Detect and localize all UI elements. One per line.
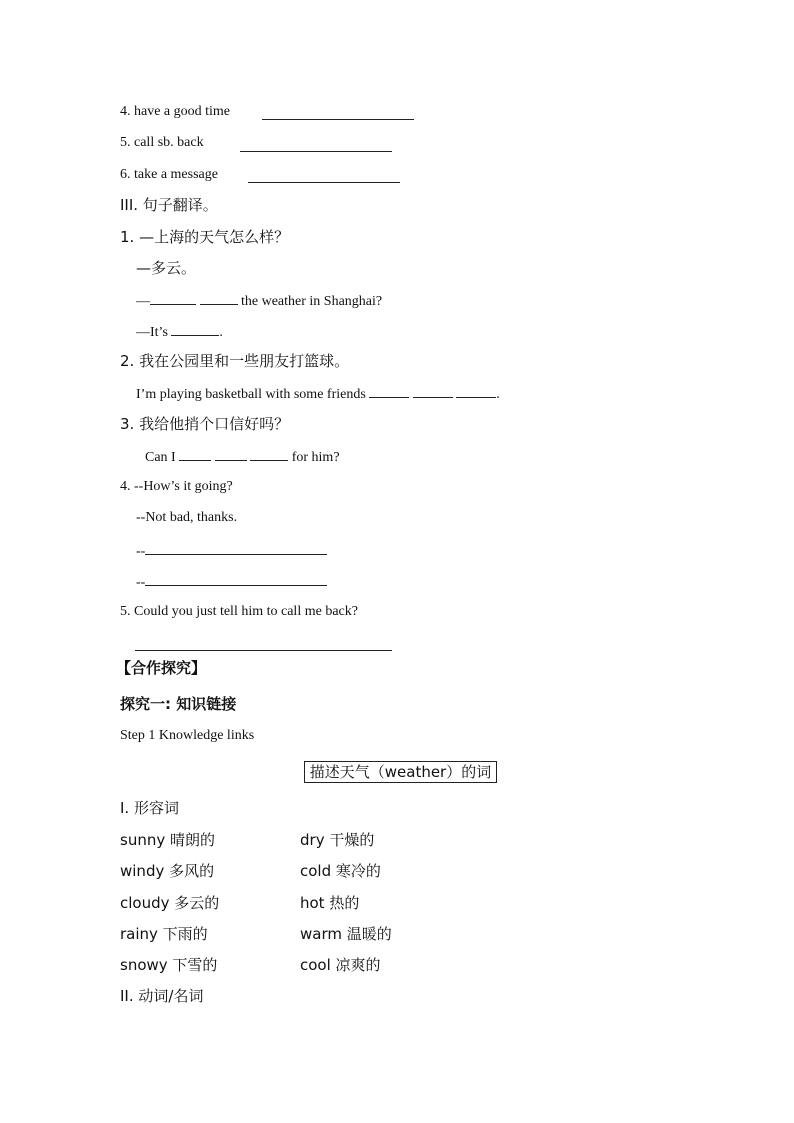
question-3-chinese: 3. 我给他捎个口信好吗？ xyxy=(120,415,290,433)
dash: — xyxy=(136,294,150,309)
question-2-english xyxy=(136,383,500,405)
blank-field[interactable] xyxy=(215,446,247,461)
question-4-line-3 xyxy=(136,540,327,562)
question-5-line-1: 5. Could you just tell him to call me back? xyxy=(120,604,358,619)
answer-line[interactable] xyxy=(262,119,414,120)
dash-prefix: -- xyxy=(136,544,146,559)
word-pair-right: cold 寒冷的 xyxy=(300,862,381,880)
question-1-chinese: 1. —上海的天气怎么样？ xyxy=(120,228,290,246)
word-pair-right: cool 凉爽的 xyxy=(300,956,381,974)
phrase-text: 5. call sb. back xyxy=(120,135,204,150)
question-4-line-2: --Not bad, thanks. xyxy=(136,510,238,525)
blank-field[interactable] xyxy=(171,321,219,336)
blank-field[interactable] xyxy=(250,446,288,461)
question-4-line-4 xyxy=(136,571,327,593)
sentence-start: I’m playing basketball with some friends xyxy=(136,387,370,402)
phrase-item-6 xyxy=(120,165,218,185)
sentence-start: —It’s xyxy=(136,325,172,340)
dash-prefix: -- xyxy=(136,575,146,590)
sentence-rest: the weather in Shanghai? xyxy=(237,294,383,309)
section-title-cooperate: 【合作探究】 xyxy=(116,659,207,677)
phrase-text: 4. have a good time xyxy=(120,104,231,119)
question-4-line-1: 4. --How’s it going? xyxy=(120,479,233,494)
answer-line[interactable] xyxy=(135,650,392,651)
question-3-english xyxy=(145,446,340,468)
phrase-text: 6. take a message xyxy=(120,167,218,182)
question-1-english xyxy=(136,290,382,312)
weather-words-box xyxy=(304,761,497,783)
phrase-item-4 xyxy=(120,102,230,122)
blank-field[interactable] xyxy=(369,383,409,398)
weather-words-title: 描述天气（weather）的词 xyxy=(309,763,492,781)
sentence-end: . xyxy=(496,387,500,402)
answer-line[interactable] xyxy=(240,151,392,152)
blank-field[interactable] xyxy=(145,571,327,586)
phrase-item-5 xyxy=(120,133,204,153)
sentence-start: Can I xyxy=(145,450,180,465)
blank-field[interactable] xyxy=(179,446,211,461)
answer-line[interactable] xyxy=(248,182,400,183)
step-1-heading: Step 1 Knowledge links xyxy=(120,728,255,743)
adjectives-title: I. 形容词 xyxy=(120,799,179,817)
verbs-nouns-title: II. 动词/名词 xyxy=(120,987,204,1005)
word-pair-left: snowy 下雪的 xyxy=(120,956,218,974)
section-title: III. 句子翻译。 xyxy=(120,196,218,214)
question-1-english-answer xyxy=(136,321,223,343)
blank-field[interactable] xyxy=(456,383,496,398)
question-2-chinese: 2. 我在公园里和一些朋友打篮球。 xyxy=(120,352,350,370)
word-pair-right: hot 热的 xyxy=(300,894,360,912)
word-pair-left: sunny 晴朗的 xyxy=(120,831,215,849)
section-title-explore-1: 探究一: 知识链接 xyxy=(120,695,237,713)
word-pair-left: rainy 下雨的 xyxy=(120,925,208,943)
blank-field[interactable] xyxy=(413,383,453,398)
blank-field[interactable] xyxy=(145,540,327,555)
blank-field[interactable] xyxy=(200,290,238,305)
word-pair-right: warm 温暖的 xyxy=(300,925,392,943)
sentence-end: for him? xyxy=(288,450,340,465)
word-pair-left: windy 多风的 xyxy=(120,862,215,880)
word-pair-left: cloudy 多云的 xyxy=(120,894,220,912)
word-pair-right: dry 干燥的 xyxy=(300,831,375,849)
blank-field[interactable] xyxy=(150,290,196,305)
question-1-chinese-answer: —多云。 xyxy=(136,259,197,277)
sentence-end: . xyxy=(219,325,223,340)
